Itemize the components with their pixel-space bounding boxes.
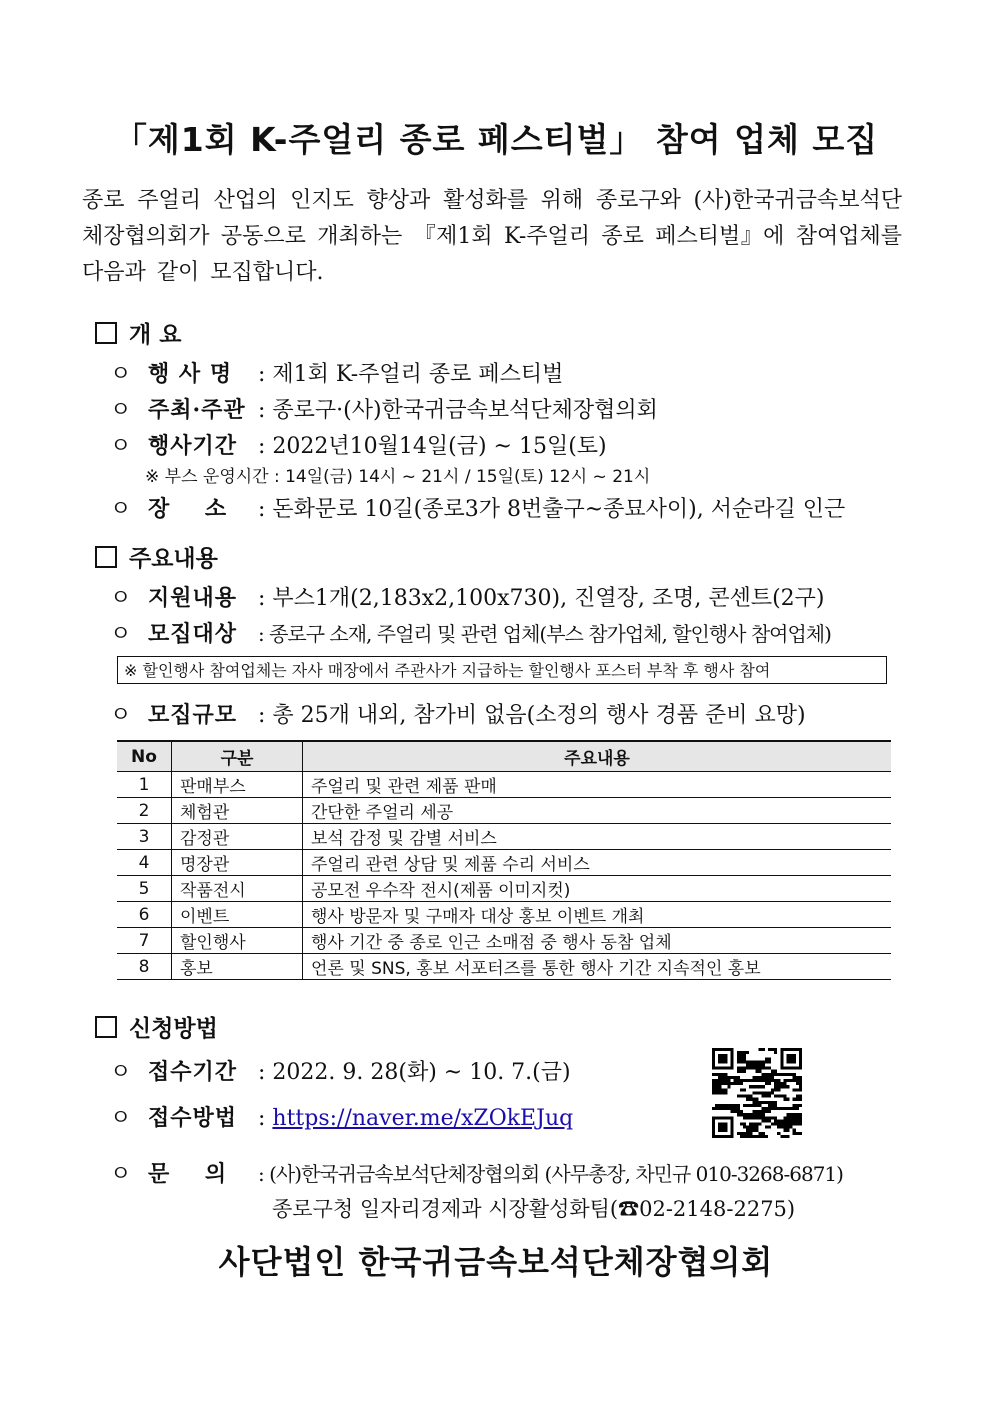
table-cell-category: 판매부스 bbox=[172, 772, 303, 798]
apply-period-value: : 2022. 9. 28(화) ~ 10. 7.(금) bbox=[258, 1060, 571, 1085]
table-cell-content: 행사 방문자 및 구매자 대상 홍보 이벤트 개최 bbox=[303, 902, 892, 928]
table-cell-no: 6 bbox=[117, 902, 172, 928]
host-value: : 종로구·(사)한국귀금속보석단체장협의회 bbox=[258, 398, 658, 423]
table-cell-category: 명장관 bbox=[172, 850, 303, 876]
table-row bbox=[117, 824, 891, 850]
section-overview-heading bbox=[95, 316, 181, 349]
bullet-icon: ㅇ bbox=[110, 703, 132, 728]
period-value: : 2022년10월14일(금) ~ 15일(토) bbox=[258, 434, 607, 459]
table-cell-no: 3 bbox=[117, 824, 172, 850]
host-label: 주최·주관 bbox=[148, 397, 246, 423]
bullet-icon: ㅇ bbox=[110, 622, 131, 647]
section-heading-label: 개 요 bbox=[129, 321, 182, 348]
event-name-value: : 제1회 K-주얼리 종로 페스티벌 bbox=[258, 362, 564, 387]
table-cell-content: 주얼리 및 관련 제품 판매 bbox=[303, 772, 892, 798]
bullet-icon: ㅇ bbox=[110, 362, 132, 387]
table-cell-category: 홍보 bbox=[172, 954, 303, 980]
event-name-row bbox=[110, 357, 563, 388]
period-row bbox=[110, 429, 607, 460]
contact-line-1: : (사)한국귀금속보석단체장협의회 (사무총장, 차민규 010-3268-6871) bbox=[258, 1162, 843, 1186]
section-content-heading bbox=[95, 540, 218, 573]
booth-hours-note: ※ 부스 운영시간 : 14일(금) 14시 ~ 21시 / 15일(토) 12시 ~ 21시 bbox=[145, 467, 651, 487]
table-cell-no: 7 bbox=[117, 928, 172, 954]
page-title: 「제1회 K-주얼리 종로 페스티벌」 참여 업체 모집 bbox=[113, 120, 879, 159]
organization-footer: 사단법인 한국귀금속보석단체장협의회 bbox=[218, 1243, 774, 1281]
bullet-icon: ㅇ bbox=[110, 586, 132, 611]
apply-method-sep: : bbox=[258, 1106, 266, 1131]
event-name-label: 행 사 명 bbox=[148, 361, 233, 387]
table-header-no: No bbox=[117, 741, 172, 772]
support-row bbox=[110, 581, 824, 612]
apply-method-row bbox=[110, 1101, 573, 1132]
table-row bbox=[117, 772, 891, 798]
table-cell-no: 4 bbox=[117, 850, 172, 876]
table-cell-category: 이벤트 bbox=[172, 902, 303, 928]
table-row bbox=[117, 954, 891, 980]
scale-row bbox=[110, 698, 806, 729]
table-cell-content: 언론 및 SNS, 홍보 서포터즈를 통한 행사 기간 지속적인 홍보 bbox=[303, 954, 892, 980]
target-label: 모집대상 bbox=[148, 621, 238, 647]
support-value: : 부스1개(2,183x2,100x730), 진열장, 조명, 콘센트(2구) bbox=[258, 586, 825, 611]
table-cell-content: 간단한 주얼리 세공 bbox=[303, 798, 892, 824]
contact-line-2: 종로구청 일자리경제과 시장활성화팀(☎02-2148-2275) bbox=[272, 1197, 796, 1221]
bullet-icon: ㅇ bbox=[110, 497, 132, 522]
contact-row bbox=[110, 1157, 843, 1188]
bullet-icon: ㅇ bbox=[110, 434, 132, 459]
table-cell-no: 2 bbox=[117, 798, 172, 824]
section-heading-label: 신청방법 bbox=[129, 1015, 218, 1042]
support-label: 지원내용 bbox=[148, 585, 238, 611]
table-header-row bbox=[117, 741, 891, 772]
table-cell-category: 체험관 bbox=[172, 798, 303, 824]
bullet-icon: ㅇ bbox=[110, 1060, 132, 1085]
table-cell-content: 주얼리 관련 상담 및 제품 수리 서비스 bbox=[303, 850, 892, 876]
checkbox-square-icon bbox=[95, 322, 117, 344]
content-table bbox=[117, 740, 891, 980]
table-cell-content: 행사 기간 중 종로 인근 소매점 중 행사 동참 업체 bbox=[303, 928, 892, 954]
table-cell-content: 공모전 우수작 전시(제품 이미지컷) bbox=[303, 876, 892, 902]
scale-label: 모집규모 bbox=[148, 702, 238, 728]
table-row bbox=[117, 902, 891, 928]
section-heading-label: 주요내용 bbox=[129, 545, 218, 572]
table-row bbox=[117, 928, 891, 954]
table-cell-category: 감정관 bbox=[172, 824, 303, 850]
table-row bbox=[117, 798, 891, 824]
contact-label: 문 의 bbox=[148, 1161, 228, 1187]
table-cell-no: 5 bbox=[117, 876, 172, 902]
apply-period-label: 접수기간 bbox=[148, 1059, 238, 1085]
section-apply-heading bbox=[95, 1010, 218, 1043]
qr-code-icon[interactable] bbox=[712, 1048, 802, 1138]
table-row bbox=[117, 850, 891, 876]
place-label: 장 소 bbox=[148, 496, 228, 522]
table-cell-no: 8 bbox=[117, 954, 172, 980]
discount-note-box: ※ 할인행사 참여업체는 자사 매장에서 주관사가 지급하는 할인행사 포스터 부착 후 행사 참여 bbox=[117, 656, 887, 684]
apply-period-row bbox=[110, 1055, 571, 1086]
place-row bbox=[110, 492, 845, 523]
table-header-content: 주요내용 bbox=[303, 741, 892, 772]
table-cell-category: 할인행사 bbox=[172, 928, 303, 954]
checkbox-square-icon bbox=[95, 1016, 117, 1038]
apply-link[interactable]: https://naver.me/xZOkEJuq bbox=[272, 1106, 574, 1131]
host-row bbox=[110, 393, 658, 424]
table-cell-content: 보석 감정 및 감별 서비스 bbox=[303, 824, 892, 850]
period-label: 행사기간 bbox=[148, 433, 238, 459]
target-value: : 종로구 소재, 주얼리 및 관련 업체(부스 참가업체, 할인행사 참여업체) bbox=[258, 622, 831, 646]
target-row bbox=[110, 617, 831, 648]
apply-method-label: 접수방법 bbox=[148, 1105, 238, 1131]
table-cell-category: 작품전시 bbox=[172, 876, 303, 902]
scale-value: : 총 25개 내외, 참가비 없음(소정의 행사 경품 준비 요망) bbox=[258, 703, 806, 728]
bullet-icon: ㅇ bbox=[110, 1162, 131, 1187]
table-cell-no: 1 bbox=[117, 772, 172, 798]
checkbox-square-icon bbox=[95, 546, 117, 568]
place-value: : 돈화문로 10길(종로3가 8번출구~종묘사이), 서순라길 인근 bbox=[258, 497, 846, 522]
intro-paragraph: 종로 주얼리 산업의 인지도 향상과 활성화를 위해 종로구와 (사)한국귀금속보석단체장협의회가 공동으로 개최하는 『제1회 K-주얼리 종로 페스티벌』에 참여업체를 다음과 같이 모집합니다. bbox=[82, 188, 902, 285]
table-row bbox=[117, 876, 891, 902]
bullet-icon: ㅇ bbox=[110, 1106, 132, 1131]
bullet-icon: ㅇ bbox=[110, 398, 132, 423]
table-header-category: 구분 bbox=[172, 741, 303, 772]
